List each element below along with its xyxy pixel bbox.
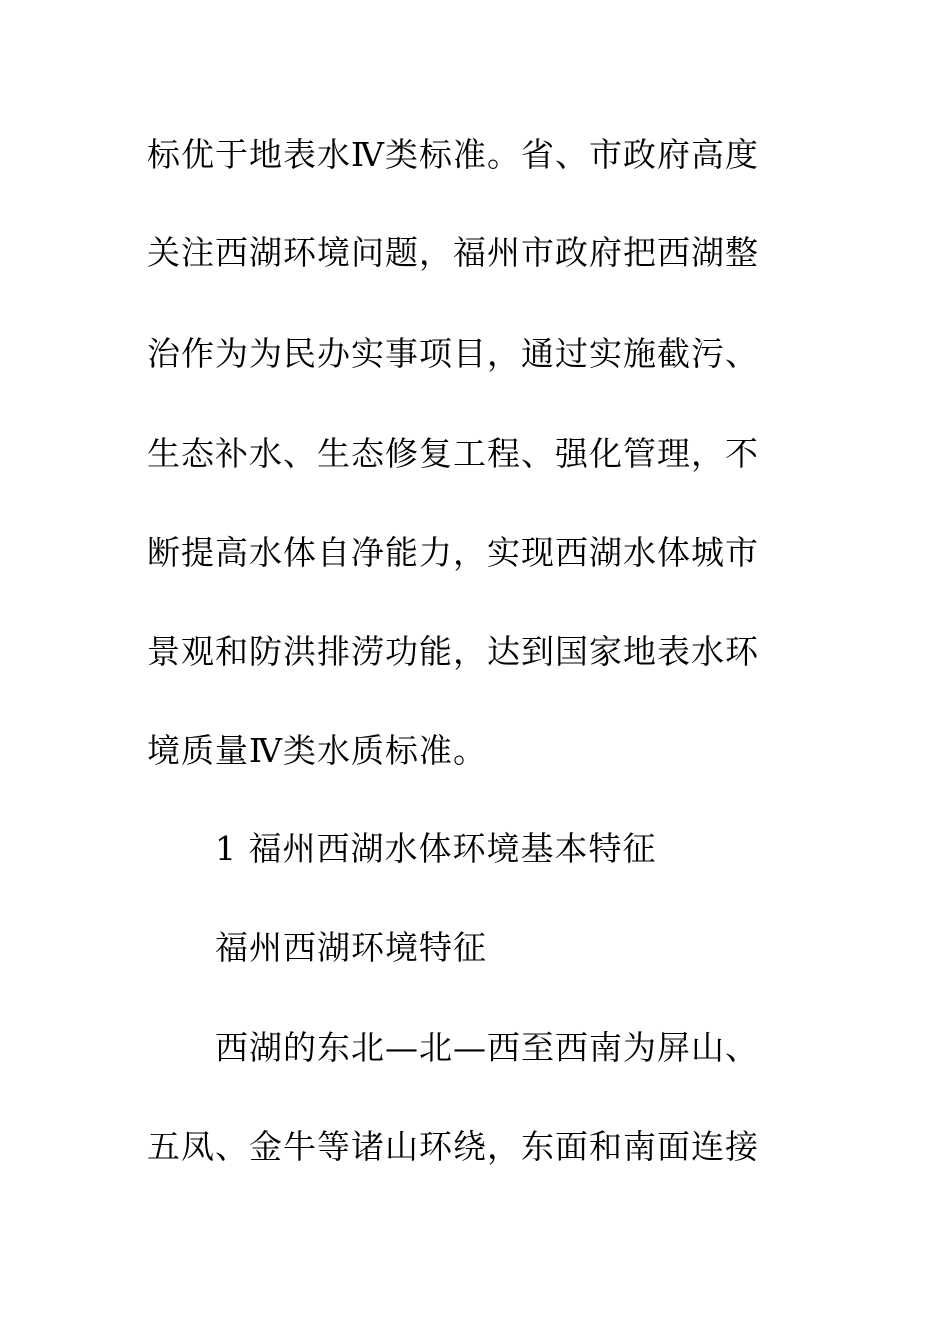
paragraph-line: 景观和防洪排涝功能，达到国家地表水环 [147, 632, 759, 671]
paragraph-line: 境质量Ⅳ类水质标准。 [147, 731, 487, 770]
paragraph-line: 五凤、金牛等诸山环绕，东面和南面连接 [147, 1127, 759, 1166]
paragraph-line: 标优于地表水Ⅳ类标准。省、市政府高度 [147, 135, 759, 174]
paragraph-line: 西湖的东北—北—西至西南为屏山、 [215, 1028, 759, 1067]
paragraph-line: 治作为为民办实事项目，通过实施截污、 [147, 334, 759, 373]
subsection-heading: 福州西湖环境特征 [215, 928, 487, 967]
section-heading: 1 福州西湖水体环境基本特征 [215, 829, 657, 868]
paragraph-line: 断提高水体自净能力，实现西湖水体城市 [147, 533, 759, 572]
paragraph-line: 生态补水、生态修复工程、强化管理，不 [147, 434, 759, 473]
paragraph-line: 关注西湖环境问题，福州市政府把西湖整 [147, 233, 759, 272]
